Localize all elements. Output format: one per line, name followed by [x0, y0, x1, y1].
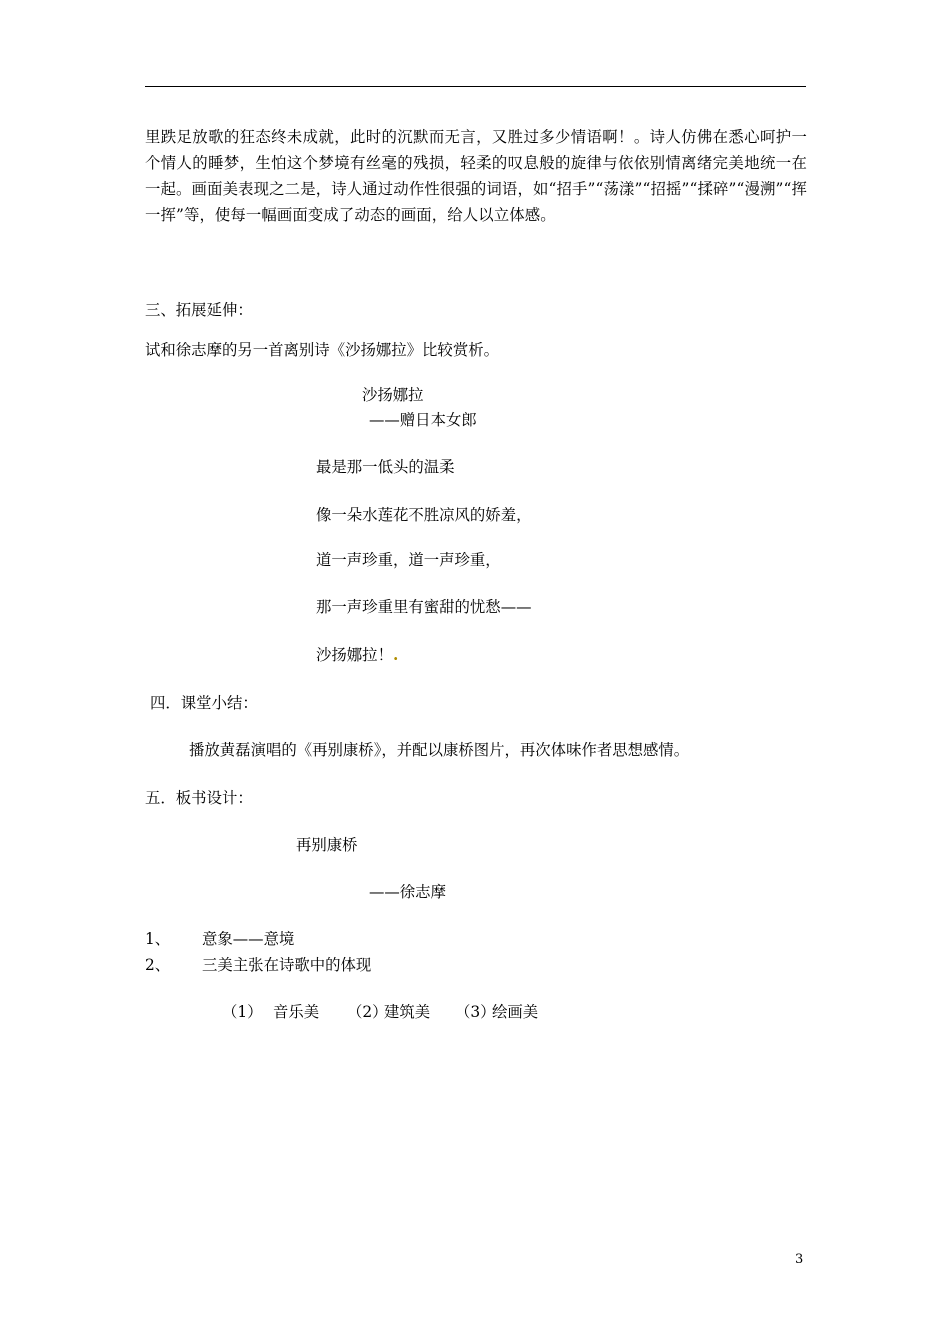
section-4-heading: 四．课堂小结： — [150, 694, 258, 712]
section-5-heading: 五．板书设计： — [145, 789, 253, 807]
poem-line: 最是那一低头的温柔 — [316, 458, 455, 476]
sub-item-text: 绘画美 — [492, 1003, 539, 1021]
list-item-number: 1、 — [145, 930, 171, 948]
sub-item-number: （2） — [347, 1003, 388, 1021]
poem-line-last — [316, 645, 398, 665]
poem-line-text: 沙扬娜拉！ — [316, 646, 393, 664]
sub-item-number: （1） — [222, 1003, 263, 1021]
section-3-heading: 三、拓展延伸： — [145, 301, 253, 319]
section-4-body: 播放黄磊演唱的《再别康桥》，并配以康桥图片，再次体味作者思想感情。 — [189, 741, 690, 759]
board-title: 再别康桥 — [296, 836, 358, 854]
section-3-instruction: 试和徐志摩的另一首离别诗《沙扬娜拉》比较赏析。 — [145, 341, 499, 359]
poem-line: 像一朵水莲花不胜凉风的娇羞， — [316, 506, 532, 524]
list-item-text: 意象——意境 — [202, 930, 295, 948]
sub-item-text: 建筑美 — [384, 1003, 431, 1021]
poem-line: 那一声珍重里有蜜甜的忧愁—— — [316, 598, 532, 616]
marker-dot-icon: . — [392, 646, 399, 664]
continuation-paragraph: 里跌足放歌的狂态终未成就，此时的沉默而无言，又胜过多少情语啊！。诗人仿佛在悉心呵护一个情人的睡梦，生怕这个梦境有丝毫的残损，轻柔的叹息般的旋律与依依别情离绪完美地统一在一起。画面美表现之二是，诗人通过动作性很强的词语，如“招手”“荡漾”“招摇”“揉碎”“漫溯”“挥一挥”等，使每一幅画面变成了动态的画面，给人以立体感。 — [145, 128, 807, 224]
header-rule — [145, 86, 806, 87]
sub-item-text: 音乐美 — [273, 1003, 320, 1021]
poem-subtitle: ——赠日本女郎 — [369, 411, 477, 429]
poem-line: 道一声珍重，道一声珍重， — [316, 551, 501, 569]
poem-title: 沙扬娜拉 — [362, 386, 424, 404]
board-author: ——徐志摩 — [369, 883, 446, 901]
list-item-text: 三美主张在诗歌中的体现 — [202, 956, 372, 974]
list-item-number: 2、 — [145, 956, 171, 974]
page-number: 3 — [795, 1252, 804, 1267]
sub-item-number: （3） — [455, 1003, 496, 1021]
